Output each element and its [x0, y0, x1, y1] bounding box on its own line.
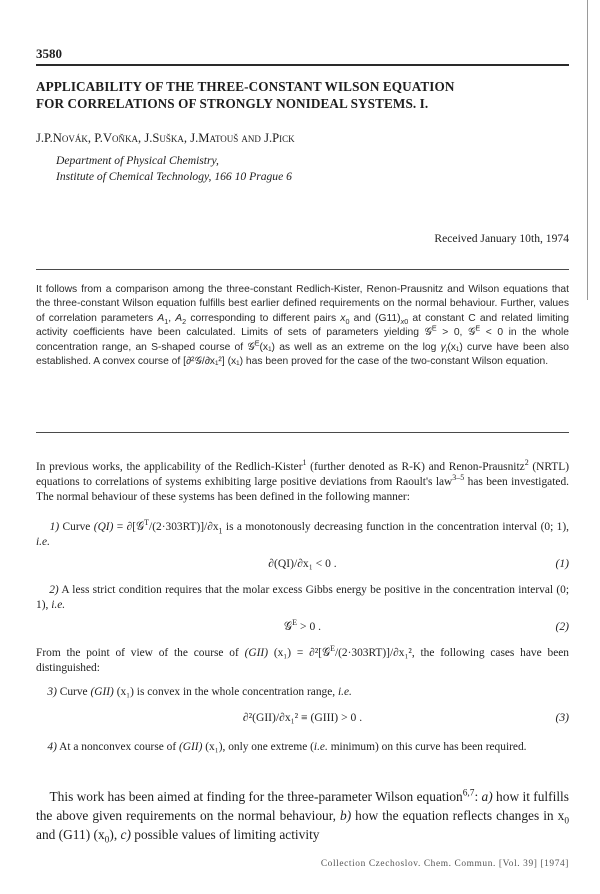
requirement-4 — [36, 740, 569, 755]
affiliation-line-1: Department of Physical Chemistry, — [56, 154, 219, 167]
symbol-gibbs: 𝒢 — [247, 341, 255, 353]
body-text: how it fulfills the above given requirements on the normal behaviour, — [36, 789, 569, 823]
item-label: a) — [481, 789, 493, 804]
item-number: 1) — [49, 521, 60, 533]
symbol-gibbs: 𝒢 — [194, 356, 202, 368]
header-rule — [36, 64, 569, 66]
subscript: 2 — [182, 316, 187, 326]
subscript: 1 — [164, 316, 169, 326]
item-label: b) — [340, 808, 352, 823]
body-text: minimum) on this curve has been required. — [327, 741, 527, 753]
ie-text: i.e. — [36, 536, 50, 549]
item-number: 2) — [49, 584, 59, 596]
body-text: : — [474, 789, 482, 804]
symbol-gibbs: 𝒢 — [283, 620, 293, 633]
symbol-gibbs: 𝒢 — [424, 327, 432, 339]
body-text: has been investigated. The normal behaviour of these systems has been defined in the following manner: — [36, 476, 569, 504]
subscript: 0 — [564, 816, 569, 827]
body-text: Curve — [59, 521, 94, 533]
received-date: Received January 10th, 1974 — [434, 232, 569, 245]
superscript: E — [475, 323, 481, 333]
subscript: 0 — [404, 316, 409, 326]
abstract-text: curve have been also established. A convex course of [∂² — [36, 341, 569, 368]
symbol-x: x — [400, 316, 405, 326]
requirement-1 — [36, 520, 569, 550]
symbol-a: A — [175, 312, 183, 324]
equation-2-tail: > 0 . — [297, 620, 322, 633]
body-text: = ∂[ — [113, 521, 137, 533]
journal-footer: Collection Czechoslov. Chem. Commun. [Vol. 39] [1974] — [320, 859, 569, 869]
superscript: E — [330, 644, 335, 654]
ie-text: i.e. — [313, 741, 328, 753]
superscript: E — [254, 338, 260, 348]
symbol-gibbs: 𝒢 — [136, 521, 145, 533]
equation-1-expression: ∂(QI)/∂x₁ < 0 . — [268, 557, 337, 570]
body-text: ), — [109, 827, 121, 842]
symbol-gamma: γ — [440, 341, 446, 353]
abstract-bottom-rule — [36, 432, 569, 433]
reference-marker: 1 — [302, 458, 307, 468]
symbol-x: x — [340, 312, 346, 324]
authors: J.P.Novák, P.Voňka, J.Suška, J.Matouš and J.Pick — [36, 131, 295, 145]
abstract-text: at constant C and related limiting activity coefficients have been calculated. Limits of sets of parameters yielding — [36, 312, 569, 339]
subscript: 0 — [345, 316, 350, 326]
abstract-top-rule — [36, 269, 569, 270]
item-label: c) — [120, 827, 131, 842]
item-number: 4) — [47, 741, 57, 753]
ie-text: i.e. — [51, 599, 66, 612]
article-title — [36, 78, 576, 112]
body-text: A less strict condition requires that the molar excess Gibbs energy be positive in the concentration interval (0; 1), — [36, 584, 570, 612]
abstract-text: and (G11) — [349, 312, 401, 324]
body-text: (further denoted as R-K) and Renon-Prausnitz — [306, 461, 525, 473]
reference-marker: 3–5 — [452, 473, 465, 483]
affiliation-line-2: Institute of Chemical Technology, 166 10 Prague 6 — [56, 170, 292, 183]
reference-marker: 2 — [524, 458, 529, 468]
body-text: At a nonconvex course of — [56, 741, 179, 753]
body-text: This work has been aimed at finding for the three-parameter Wilson equation — [49, 789, 463, 804]
body-text: From the point of view of the course of — [36, 647, 245, 659]
equation-3-expression: ∂²(GII)/∂x₁² ≡ (GIII) > 0 . — [242, 711, 363, 724]
body-text: /(2·303RT)]/∂x — [149, 521, 219, 533]
page-edge-line — [587, 0, 588, 300]
equation-2-number: (2) — [555, 620, 569, 633]
ie-text: i.e. — [337, 686, 352, 698]
title-line-2: FOR CORRELATIONS OF STRONGLY NONIDEAL SYSTEMS. I. — [36, 96, 429, 111]
body-text: possible values of limiting activity — [130, 827, 320, 842]
title-line-1: APPLICABILITY OF THE THREE-CONSTANT WILSON EQUATION — [36, 79, 455, 94]
intro-paragraph — [36, 460, 569, 506]
body-text: Curve — [56, 686, 91, 698]
subscript: 1 — [218, 526, 223, 536]
equation-1-number: (1) — [555, 557, 569, 570]
requirement-2 — [36, 583, 569, 613]
symbol-gibbs: 𝒢 — [468, 327, 476, 339]
abstract-text: < 0 in the whole concentration range, an S-shaped course of — [36, 327, 569, 353]
symbol-gii: (GII) — [244, 647, 268, 659]
abstract: It follows from a comparison among the three-constant Redlich-Kister, Renon-Prausnitz and Wilson equations that the three-constant Wilson equation fulfills best earlier defined requirements on the normal behaviour. Further, values of correlation parameters $A_1$, $A_2$ corresponding to different pairs $x_0$ and $(G11)_{x0}$ at constant C and related limiting activity coefficients have been calculated. Limits of sets of parameters yielding 𝒢$^E$ > 0, 𝒢$^E$ < 0 in the whole concentration range, an S-shaped course of 𝒢$^E$(x₁) as well as an extreme on the $\log \gamma_i(x_1)$ curve have been also established. A convex course of [∂²𝒢/∂x₁²] (x₁) has been proved for the case of the two-constant Wilson equation. — [36, 284, 569, 368]
body-text: is a monotonously decreasing function in the concentration interval (0; 1), — [222, 521, 569, 533]
reference-marker: 6,7 — [462, 788, 475, 799]
symbol-gii: (GII) — [90, 686, 114, 698]
equation-3-number: (3) — [555, 711, 569, 724]
abstract-text: /∂x₁²] (x₁) has been proved for the case of the two-constant Wilson equation. — [201, 356, 549, 368]
body-text: In previous works, the applicability of the Redlich-Kister — [36, 461, 303, 473]
symbol-gibbs: 𝒢 — [321, 647, 331, 659]
body-text: (x₁) is convex in the whole concentration range, — [113, 686, 338, 698]
body-text: (x₁) = ∂²[ — [268, 647, 322, 659]
subscript: 0 — [104, 835, 110, 846]
body-text: (x₁), only one extreme ( — [202, 741, 314, 753]
body-text: how the equation reflects changes in x — [351, 808, 565, 823]
abstract-text: as well as an extreme on the log — [274, 341, 441, 353]
equation-3 — [36, 711, 569, 727]
aim-paragraph — [36, 787, 569, 844]
abstract-text: It follows from a comparison among the three-constant Redlich-Kister, Renon-Prausnitz and Wilson equations that the three-constant Wilson equation fulfills best earlier defined requirements on the normal behaviour. Further, values of correlation parameters — [36, 284, 569, 324]
body-text: /(2·303RT)]/∂x₁², the following cases have been distinguished: — [36, 647, 569, 675]
requirement-3 — [36, 685, 569, 700]
equation-1 — [36, 557, 569, 573]
superscript: T — [144, 518, 150, 528]
body-text: (NRTL) equations to correlations of systems exhibiting large positive deviations from Raoult's law — [36, 461, 569, 489]
paragraph-3 — [36, 646, 569, 676]
superscript: E — [292, 618, 298, 628]
abstract-text: corresponding to different pairs — [186, 312, 341, 324]
superscript: E — [431, 323, 437, 333]
symbol-x1: (x₁) — [447, 341, 463, 353]
equation-2 — [36, 620, 569, 636]
item-number: 3) — [47, 686, 57, 698]
symbol-qi: (QI) — [93, 521, 114, 533]
equation-2-expression — [36, 620, 569, 634]
page-number: 3580 — [36, 46, 62, 61]
symbol-x1: (x₁) — [259, 341, 275, 353]
subscript: i — [445, 345, 448, 355]
abstract-text: > 0, — [436, 327, 468, 339]
affiliation — [56, 153, 292, 185]
symbol-gii: (GII) — [179, 741, 203, 753]
body-text: and (G11) (x — [36, 827, 105, 842]
symbol-a: A — [157, 312, 165, 324]
